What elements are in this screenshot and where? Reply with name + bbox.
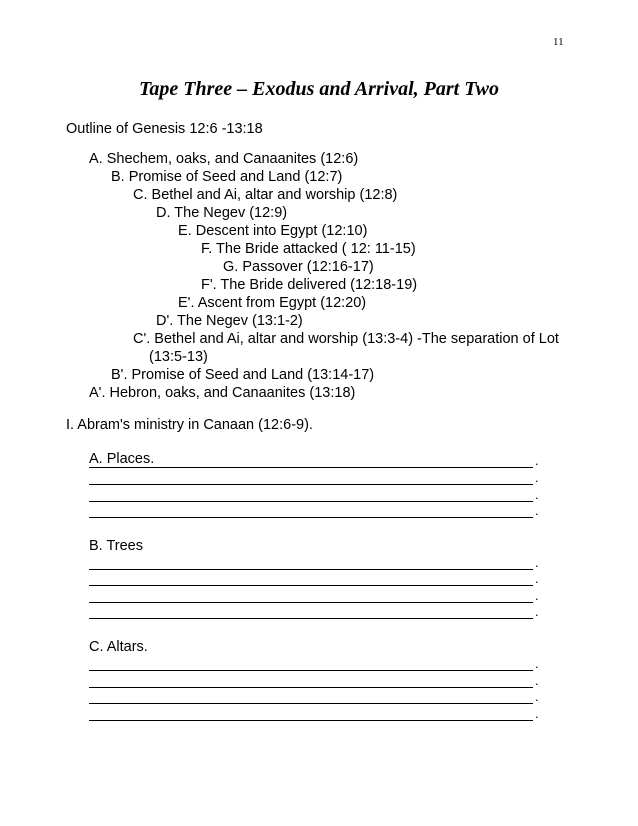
outline-item: F'. The Bride delivered (12:18-19) xyxy=(201,277,418,293)
outline-item: D'. The Negev (13:1-2) xyxy=(156,313,303,329)
outline-item: F. The Bride attacked ( 12: 11-15) xyxy=(201,241,416,257)
outline-item: C. Bethel and Ai, altar and worship (12:8) xyxy=(133,187,398,203)
blank-line xyxy=(89,468,533,485)
subsection-label: B. Trees xyxy=(89,538,143,554)
outline-item-continuation: (13:5-13) xyxy=(149,349,208,365)
line-end-mark: . xyxy=(535,673,539,688)
section-heading: I. Abram's ministry in Canaan (12:6-9). xyxy=(66,417,313,433)
blank-line xyxy=(89,451,533,468)
blank-line xyxy=(89,687,533,704)
subsection-label: C. Altars. xyxy=(89,639,148,655)
line-end-mark: . xyxy=(535,656,539,671)
blank-line xyxy=(89,704,533,721)
outline-item: E'. Ascent from Egypt (12:20) xyxy=(178,295,367,311)
subsection-label: A. Places. xyxy=(89,451,155,467)
blank-line xyxy=(89,586,533,603)
blank-line xyxy=(89,654,533,671)
line-end-mark: . xyxy=(535,503,539,518)
blank-line xyxy=(89,671,533,688)
blank-line xyxy=(89,553,533,570)
blank-line xyxy=(89,602,533,619)
line-end-mark: . xyxy=(535,604,539,619)
line-end-mark: . xyxy=(535,470,539,485)
outline-item: D. The Negev (12:9) xyxy=(156,205,288,221)
line-end-mark: . xyxy=(535,588,539,603)
blank-line xyxy=(89,485,533,502)
line-end-mark: . xyxy=(535,487,539,502)
page-title: Tape Three – Exodus and Arrival, Part Two xyxy=(138,78,500,100)
outline-heading: Outline of Genesis 12:6 -13:18 xyxy=(66,121,263,137)
line-end-mark: . xyxy=(535,706,539,721)
line-end-mark: . xyxy=(535,689,539,704)
blank-line xyxy=(89,501,533,518)
outline-item: B'. Promise of Seed and Land (13:14-17) xyxy=(111,367,375,383)
line-end-mark: . xyxy=(535,555,539,570)
outline-item: A. Shechem, oaks, and Canaanites (12:6) xyxy=(89,151,359,167)
page-number: 11 xyxy=(553,36,564,48)
blank-line xyxy=(89,569,533,586)
outline-item: B. Promise of Seed and Land (12:7) xyxy=(111,169,343,185)
line-end-mark: . xyxy=(535,453,539,468)
line-end-mark: . xyxy=(535,571,539,586)
outline-item: G. Passover (12:16-17) xyxy=(223,259,374,275)
outline-item: A'. Hebron, oaks, and Canaanites (13:18) xyxy=(89,385,356,401)
outline-item: E. Descent into Egypt (12:10) xyxy=(178,223,368,239)
outline-item: C'. Bethel and Ai, altar and worship (13:3-4) -The separation of Lot xyxy=(133,331,559,347)
